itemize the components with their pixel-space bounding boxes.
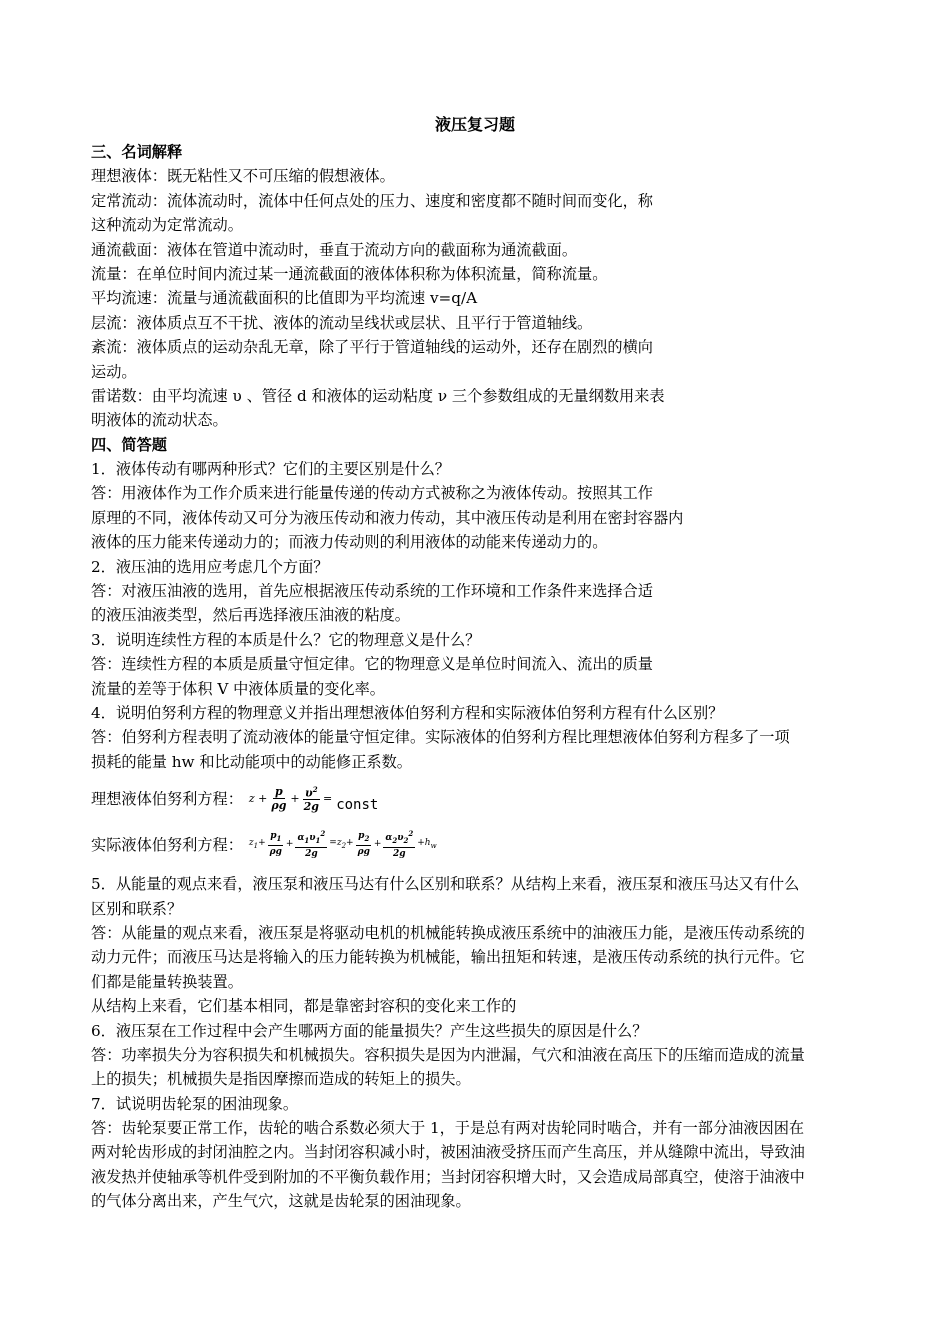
- ideal-bernoulli-formula: z + $\frac{p}{\rho g}$ + $\frac{\upsilon^2}{2g}$ = const: [248, 784, 379, 814]
- text-line: 运动。: [91, 362, 137, 381]
- answer-line: 的气体分离出来，产生气穴，这就是齿轮泵的困油现象。: [91, 1192, 471, 1211]
- text-line: 通流截面：液体在管道中流动时，垂直于流动方向的截面称为通流截面。: [91, 240, 577, 259]
- question-line: 2．液压油的选用应考虑几个方面？: [91, 557, 329, 576]
- text-line: 明液体的流动状态。: [91, 411, 228, 430]
- text-line: 层流：液体质点互不干扰、液体的流动呈线状或层状、且平行于管道轴线。: [91, 313, 593, 332]
- text-line: 理想液体：既无粘性又不可压缩的假想液体。: [91, 167, 395, 186]
- question-line: 区别和联系？: [91, 899, 183, 918]
- answer-line: 上的损失；机械损失是指因摩擦而造成的转矩上的损失。: [91, 1070, 471, 1089]
- answer-line: 答：齿轮泵要正常工作，齿轮的啮合系数必须大于 1，于是总有两对齿轮同时啮合，并有一部分油液因困在: [91, 1119, 805, 1138]
- question-line: 4．说明伯努利方程的物理意义并指出理想液体伯努利方程和实际液体伯努利方程有什么区别？: [91, 703, 724, 722]
- answer-line: 答：用液体作为工作介质来进行能量传递的传动方式被称之为液体传动。按照其工作: [91, 484, 653, 503]
- text-line: 流量：在单位时间内流过某一通流截面的液体体积称为体积流量，简称流量。: [91, 264, 608, 283]
- answer-line: 答：功率损失分为容积损失和机械损失。容积损失是因为内泄漏，气穴和油液在高压下的压缩而造成的流量: [91, 1045, 805, 1064]
- answer-line: 从结构上来看，它们基本相同，都是靠密封容积的变化来工作的: [91, 997, 517, 1016]
- question-line: 1．液体传动有哪两种形式？它们的主要区别是什么？: [91, 460, 450, 479]
- question-line: 3．说明连续性方程的本质是什么？它的物理意义是什么？: [91, 630, 481, 649]
- answer-line: 两对轮齿形成的封闭油腔之内。当封闭容积减小时，被困油液受挤压而产生高压，并从缝隙中流出，导致油: [91, 1143, 805, 1162]
- question-line: 5．从能量的观点来看，液压泵和液压马达有什么区别和联系？从结构上来看，液压泵和液压马达又有什么: [91, 875, 800, 894]
- text-line: 平均流速：流量与通流截面积的比值即为平均流速 v=q/A: [91, 289, 478, 308]
- ideal-bernoulli-row: [91, 774, 866, 822]
- question-line: 6．液压泵在工作过程中会产生哪两方面的能量损失？产生这些损失的原因是什么？: [91, 1021, 648, 1040]
- answer-line: 液体的压力能来传递动力的；而液力传动则的利用液体的动能来传递动力的。: [91, 533, 608, 552]
- answer-line: 损耗的能量 hw 和比动能项中的动能修正系数。: [91, 752, 412, 771]
- document-body: [91, 140, 866, 1214]
- answer-line: 动力元件；而液压马达是将输入的压力能转换为机械能，输出扭矩和转速，是液压传动系统的执行元件。它: [91, 948, 805, 967]
- real-bernoulli-formula: $z_1+$ $\frac{p_1}{\rho g}$ + $\frac{\alpha_1\upsilon_1^2}{2g}$ $=z_2+$ $\frac{p_2}{\rho g}$ + $\frac{\alpha_2\upsilon_2^2}{2g}$ $+h_w$: [248, 829, 437, 860]
- answer-line: 的液压油液类型，然后再选择液压油液的粘度。: [91, 606, 410, 625]
- real-bernoulli-label: 实际液体伯努利方程：: [91, 835, 243, 854]
- formula-const: const: [336, 797, 379, 814]
- answer-line: 们都是能量转换装置。: [91, 972, 243, 991]
- section-heading: 三、名词解释: [91, 143, 183, 161]
- ideal-bernoulli-label: 理想液体伯努利方程：: [91, 789, 243, 808]
- text-line: 定常流动：流体流动时，流体中任何点处的压力、速度和密度都不随时间而变化，称: [91, 191, 653, 210]
- text-line: 这种流动为定常流动。: [91, 216, 243, 235]
- question-line: 7．试说明齿轮泵的困油现象。: [91, 1094, 299, 1113]
- answer-line: 答：从能量的观点来看，液压泵是将驱动电机的机械能转换成液压系统中的油液压力能，是液压传动系统的: [91, 923, 805, 942]
- answer-line: 答：连续性方程的本质是质量守恒定律。它的物理意义是单位时间流入、流出的质量: [91, 655, 653, 674]
- answer-line: 液发热并使轴承等机件受到附加的不平衡负载作用；当封闭容积增大时，又会造成局部真空，使溶于油液中: [91, 1167, 805, 1186]
- answer-line: 流量的差等于体积 V 中液体质量的变化率。: [91, 679, 385, 698]
- answer-line: 答：伯努利方程表明了流动液体的能量守恒定律。实际液体的伯努利方程比理想液体伯努利方程多了一项: [91, 728, 790, 747]
- text-line: 雷诺数：由平均流速 υ 、管径 d 和液体的运动粘度 ν 三个参数组成的无量纲数用来表: [91, 386, 665, 405]
- answer-line: 答：对液压油液的选用，首先应根据液压传动系统的工作环境和工作条件来选择合适: [91, 582, 653, 601]
- answer-line: 原理的不同，液体传动又可分为液压传动和液力传动，其中液压传动是利用在密封容器内: [91, 508, 684, 527]
- section-heading: 四、简答题: [91, 435, 167, 454]
- real-bernoulli-row: [91, 822, 866, 866]
- text-line: 紊流：液体质点的运动杂乱无章，除了平行于管道轴线的运动外，还存在剧烈的横向: [91, 338, 653, 357]
- page-title: 液压复习题: [434, 115, 515, 134]
